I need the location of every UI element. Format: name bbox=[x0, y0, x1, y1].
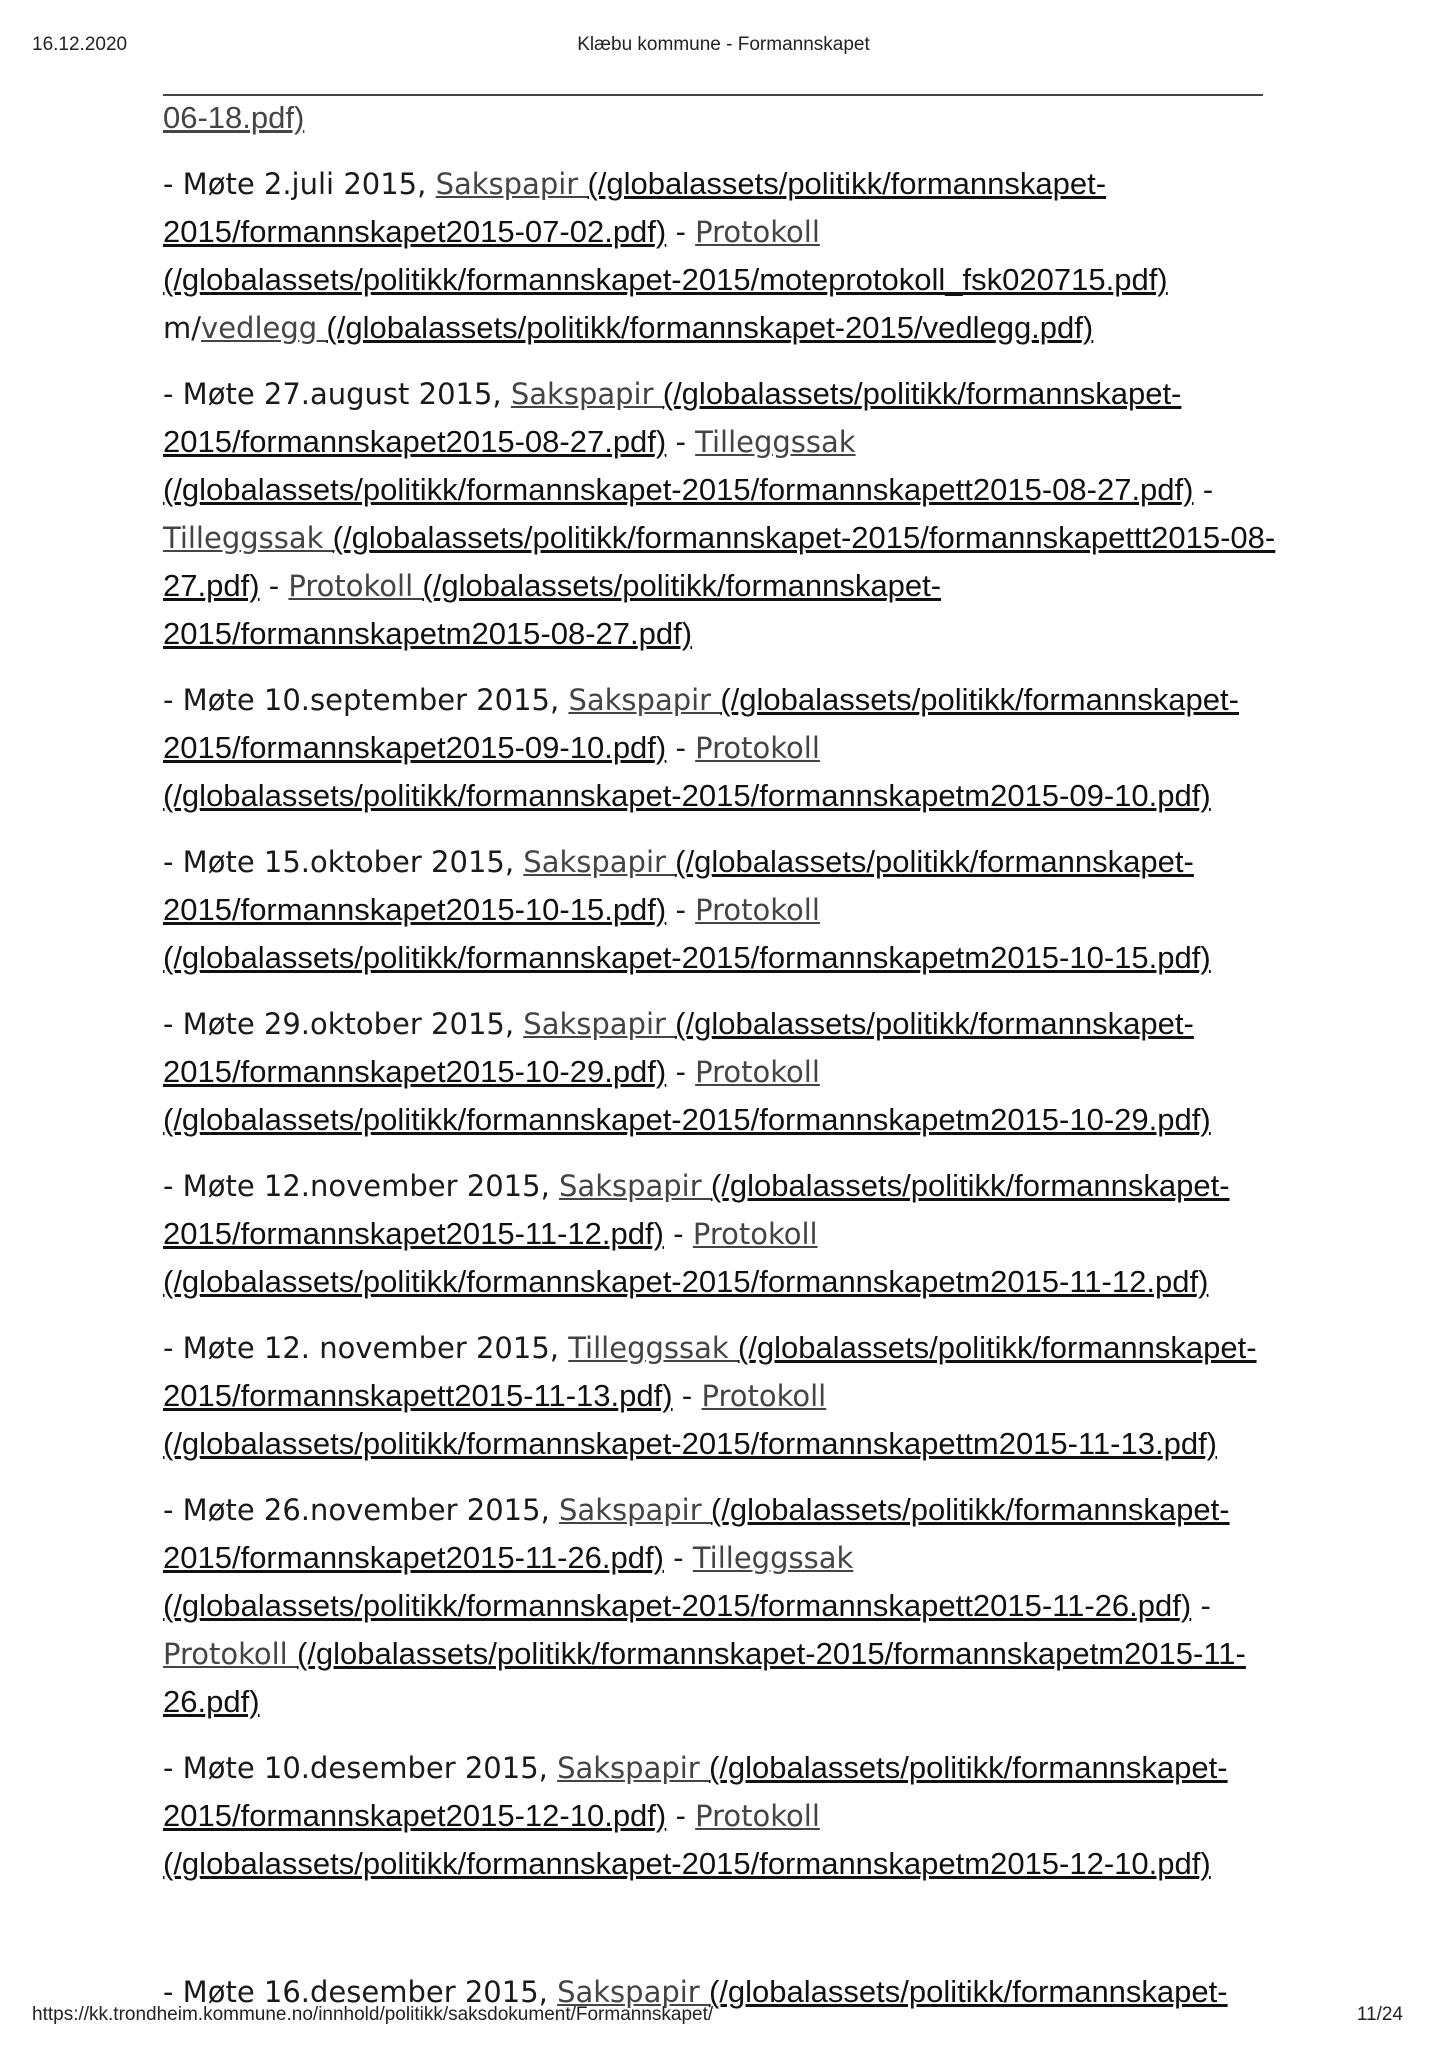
separator: - bbox=[1193, 473, 1214, 507]
meeting-entry bbox=[163, 370, 1303, 658]
meeting-entry bbox=[163, 1486, 1303, 1726]
meeting-entry bbox=[163, 676, 1303, 820]
separator: - bbox=[1191, 1589, 1211, 1623]
meeting-label: - Møte 12. november 2015, bbox=[163, 1331, 569, 1365]
separator: - bbox=[666, 1055, 696, 1089]
link-path: (/globalassets/politikk/formannskapet-2015/formannskapettm2015-11-13.pdf) bbox=[163, 1426, 1217, 1461]
link-path: (/globalassets/politikk/formannskapet-2015/formannskapetm2015-11-26.pdf) bbox=[163, 1636, 1246, 1719]
link-label: Tilleggssak bbox=[692, 1541, 854, 1575]
link-label: Protokoll bbox=[695, 731, 820, 765]
meeting-entry bbox=[163, 1000, 1303, 1144]
link-path[interactable]: 06-18.pdf) bbox=[163, 100, 305, 135]
link-label: Sakspapir bbox=[557, 1751, 709, 1785]
link-label: Tilleggssak bbox=[695, 425, 856, 459]
separator: - bbox=[672, 1379, 702, 1413]
link-path: (/globalassets/politikk/formannskapet-2015/formannskapet2015-07-02.pdf) bbox=[163, 166, 1107, 249]
link-path: (/globalassets/politikk/formannskapet-2015/formannskapettt2015-08-27.pdf) bbox=[163, 520, 1276, 603]
meeting-entry bbox=[163, 1324, 1303, 1468]
link-path: (/globalassets/politikk/formannskapet-2015/formannskapetm2015-08-27.pdf) bbox=[163, 568, 942, 651]
link-path: (/globalassets/politikk/formannskapet-2015/moteprotokoll_fsk020715.pdf) bbox=[163, 262, 1168, 297]
meeting-label: - Møte 29.oktober 2015, bbox=[163, 1007, 524, 1041]
link-label: Sakspapir bbox=[435, 167, 588, 201]
link-label: Sakspapir bbox=[510, 377, 663, 411]
link-path: (/globalassets/politikk/formannskapet-2015/formannskapetm2015-12-10.pdf) bbox=[163, 1846, 1211, 1881]
meeting-label: - Møte 15.oktober 2015, bbox=[163, 845, 524, 879]
link-label: Protokoll bbox=[695, 893, 820, 927]
link-path: (/globalassets/politikk/formannskapet-2015/formannskapet2015-08-27.pdf) bbox=[163, 376, 1182, 459]
print-date: 16.12.2020 bbox=[32, 34, 128, 55]
link-path: (/globalassets/politikk/formannskapet- bbox=[708, 1974, 1228, 2009]
meeting-entry bbox=[163, 838, 1303, 982]
meeting-label: - Møte 10.september 2015, bbox=[163, 683, 569, 717]
meeting-label: - Møte 10.desember 2015, bbox=[163, 1751, 558, 1785]
print-header bbox=[0, 34, 1447, 58]
link-path: (/globalassets/politikk/formannskapet-2015/vedlegg.pdf) bbox=[326, 310, 1094, 345]
link-path: (/globalassets/politikk/formannskapet-2015/formannskapet2015-11-26.pdf) bbox=[163, 1492, 1230, 1575]
meeting-list bbox=[163, 78, 1303, 2034]
document-link[interactable] bbox=[201, 311, 1093, 345]
link-path: (/globalassets/politikk/formannskapet-2015/formannskapet2015-12-10.pdf) bbox=[163, 1750, 1228, 1833]
meeting-label: - Møte 16.desember 2015, bbox=[163, 1975, 558, 2009]
link-path: (/globalassets/politikk/formannskapet-2015/formannskapet2015-10-15.pdf) bbox=[163, 844, 1194, 927]
link-path: (/globalassets/politikk/formannskapet-2015/formannskapetm2015-10-15.pdf) bbox=[163, 940, 1211, 975]
separator: - bbox=[259, 569, 289, 603]
document-link[interactable] bbox=[163, 1637, 1246, 1719]
page-title: Klæbu kommune - Formannskapet bbox=[577, 34, 870, 55]
link-label: Protokoll bbox=[695, 1055, 820, 1089]
link-label: Protokoll bbox=[695, 215, 820, 249]
separator: - bbox=[666, 215, 696, 249]
separator: - bbox=[666, 1799, 696, 1833]
link-label: Sakspapir bbox=[523, 1007, 676, 1041]
meeting-label: - Møte 2.juli 2015, bbox=[163, 167, 436, 201]
link-label: Sakspapir bbox=[523, 845, 676, 879]
meeting-label: - Møte 26.november 2015, bbox=[163, 1493, 560, 1527]
link-label: Sakspapir bbox=[559, 1493, 711, 1527]
meeting-entries bbox=[163, 160, 1303, 2016]
footer-url: https://kk.trondheim.kommune.no/innhold/politikk/saksdokument/Formannskapet/ bbox=[32, 2004, 714, 2025]
meeting-label: - Møte 12.november 2015, bbox=[163, 1169, 560, 1203]
link-path: (/globalassets/politikk/formannskapet-2015/formannskapet2015-11-12.pdf) bbox=[163, 1168, 1230, 1251]
meeting-label: - Møte 27.august 2015, bbox=[163, 377, 511, 411]
link-path: (/globalassets/politikk/formannskapet-2015/formannskapett2015-11-26.pdf) bbox=[163, 1588, 1192, 1623]
link-path: (/globalassets/politikk/formannskapet-2015/formannskapetm2015-11-12.pdf) bbox=[163, 1264, 1209, 1299]
link-label: Tilleggssak bbox=[568, 1331, 738, 1365]
link-label: Protokoll bbox=[163, 1637, 297, 1671]
separator: - bbox=[666, 731, 696, 765]
link-label: Tilleggssak bbox=[163, 521, 333, 555]
link-label: Protokoll bbox=[288, 569, 423, 603]
link-label: vedlegg bbox=[201, 311, 327, 345]
link-label: Sakspapir bbox=[557, 1975, 709, 2009]
link-path: (/globalassets/politikk/formannskapet-2015/formannskapett2015-08-27.pdf) bbox=[163, 472, 1194, 507]
separator: - bbox=[666, 425, 696, 459]
separator: - bbox=[666, 893, 696, 927]
link-label: Protokoll bbox=[692, 1217, 818, 1251]
meeting-entry bbox=[163, 160, 1303, 352]
link-path: (/globalassets/politikk/formannskapet-2015/formannskapet2015-09-10.pdf) bbox=[163, 682, 1239, 765]
link-label: Sakspapir bbox=[568, 683, 721, 717]
link-label: Protokoll bbox=[701, 1379, 827, 1413]
link-label: Sakspapir bbox=[559, 1169, 711, 1203]
link-path: (/globalassets/politikk/formannskapet-2015/formannskapett2015-11-13.pdf) bbox=[163, 1330, 1257, 1413]
link-path: (/globalassets/politikk/formannskapet-2015/formannskapetm2015-09-10.pdf) bbox=[163, 778, 1211, 813]
separator: m/ bbox=[163, 311, 202, 345]
meeting-entry bbox=[163, 1162, 1303, 1306]
page-number: 11/24 bbox=[1356, 2004, 1403, 2025]
meeting-entry bbox=[163, 1744, 1303, 1888]
separator: - bbox=[663, 1541, 693, 1575]
link-path: (/globalassets/politikk/formannskapet-2015/formannskapetm2015-10-29.pdf) bbox=[163, 1102, 1211, 1137]
link-path: (/globalassets/politikk/formannskapet-2015/formannskapet2015-10-29.pdf) bbox=[163, 1006, 1194, 1089]
first-line-tail bbox=[163, 94, 1303, 142]
separator: - bbox=[663, 1217, 693, 1251]
link-label: Protokoll bbox=[695, 1799, 820, 1833]
